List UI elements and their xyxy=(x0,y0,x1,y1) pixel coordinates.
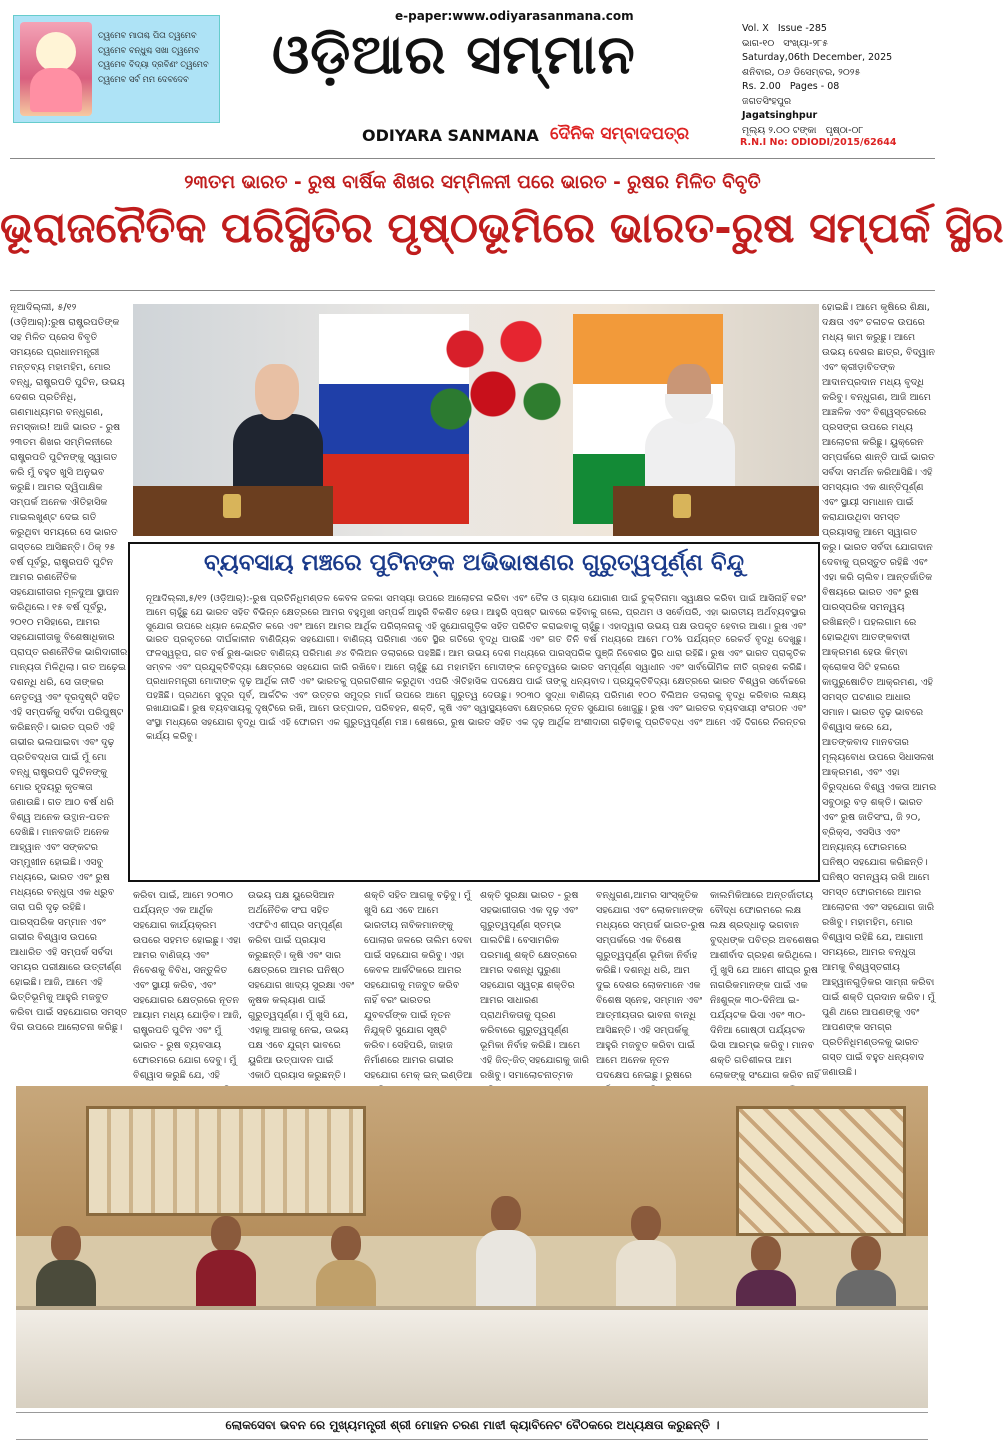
boxed-article-title: ବ୍ୟବସାୟ ମଞ୍ଚରେ ପୁଟିନଙ୍କ ଅଭିଭାଷଣର ଗୁରୁତ୍ୱପୂର୍ଣ୍ଣ ବିନ୍ଦୁ xyxy=(204,550,744,576)
newspaper-logo: ଓଡ଼ିଆର ସମ୍ମାନ xyxy=(272,22,636,86)
prayer-text xyxy=(98,28,218,86)
saint-image xyxy=(20,22,92,116)
newspaper-name-english: ODIYARA SANMANA xyxy=(362,126,539,145)
putin-figure xyxy=(233,364,323,494)
prayer-line: ତ୍ୱମେବ ମାତାଶ୍ଚ ପିତା ତ୍ୱମେବ xyxy=(98,30,197,40)
pages-odia: ପୃଷ୍ଠା-୦୮ xyxy=(825,124,864,136)
photo-caption: ଲୋକସେବା ଭବନ ରେ ମୁଖ୍ୟମନ୍ତ୍ରୀ ଶ୍ରୀ ମୋହନ ଚରଣ ମାଝୀ କ୍ୟାବିନେଟ ବୈଠକରେ ଅଧ୍ୟକ୍ଷତା କରୁଛନ୍ତି । xyxy=(225,1418,720,1432)
newspaper-tagline: ଦୈନିକ ସମ୍ବାଦପତ୍ର xyxy=(550,124,690,144)
rni-number: R.N.I No: ODIODI/2015/62644 xyxy=(740,137,897,148)
article-column: କାଲମିକିଆରେ ଅନ୍ତର୍ଜାତୀୟ ବୌଦ୍ଧ ଫୋରମରେ ଲକ୍ଷ ଲକ୍ଷ ଶ୍ରଦ୍ଧାଳୁ ଭଗବାନ ବୁଦ୍ଧଙ୍କ ପବିତ୍ର ଅବଶେଷର ଆଶୀର୍ବାଦ ଗ୍ରହଣ କରିଥିଲେ। ମୁଁ ଖୁସି ଯେ ଆମେ ଶୀଘ୍ର ରୁଷ ନାଗରିକମାନଙ୍କ ପାଇଁ ଏକ ନିଃଶୁଳ୍କ ୩୦-ଦିନିଆ ଇ-ପର୍ଯ୍ୟଟକ ଭିସା ଏବଂ ୩୦-ଦିନିଆ ଗୋଷ୍ଠୀ ପର୍ଯ୍ୟଟକ ଭିସା ଆରମ୍ଭ କରିବୁ। ମାନବ ଶକ୍ତି ଗତିଶୀଳତା ଆମ ଲୋକଙ୍କୁ ସଂଯୋଗ କରିବ ନାହିଁ xyxy=(710,890,820,1081)
issue-odia: ସଂଖ୍ୟା-୨୮୫ xyxy=(783,37,829,49)
emblem-icon xyxy=(673,494,691,518)
right-column-text: ହୋଇଛି। ଆମେ କୃଷିରେ ଶିକ୍ଷା, ଦକ୍ଷତା ଏବଂ ଚଳାଚଳ ଉପରେ ମଧ୍ୟ କାମ କରୁଛୁ। ଆମେ ଉଭୟ ଦେଶର ଛାତ୍ର, ବିଦ୍ୱାନ ଏବଂ କ୍ରୀଡ଼ାବିତଙ୍କ ଆଦାନପ୍ରଦାନ ମଧ୍ୟ ବୃଦ୍ଧି କରିବୁ। ବନ୍ଧୁଗଣ, ଆଜି ଆମେ ଆଞ୍ଚଳିକ ଏବଂ ବିଶ୍ୱସ୍ତରରେ ପ୍ରସଙ୍ଗ ଉପରେ ମଧ୍ୟ ଆଲୋଚନା କରିଛୁ। ୟୁକ୍ରେନ ସମ୍ପର୍କରେ ଶାନ୍ତି ପାଇଁ ଭାରତ ସର୍ବଦା ସମର୍ଥନ କରିଆସିଛି। ଏହି ସମସ୍ୟାର ଏକ ଶାନ୍ତିପୂର୍ଣ୍ଣ ଏବଂ ସ୍ଥାୟୀ ସମାଧାନ ପାଇଁ କରାଯାଉଥିବା ସମସ୍ତ ପ୍ରୟାସକୁ ଆମେ ସ୍ୱାଗତ କରୁ। ଭାରତ ସର୍ବଦା ଯୋଗଦାନ ଦେବାକୁ ପ୍ରସ୍ତୁତ ରହିଛି ଏବଂ ଏହା କରି ଚାଲିବ। ଆନ୍ତର୍ଜାତିକ ବିଷୟରେ ଭାରତ ଏବଂ ରୁଷ ପାରସ୍ପରିକ ସମନ୍ୱୟ ରଖିଛନ୍ତି। ପହଲଗାମ ରେ ହୋଇଥିବା ଆତଙ୍କବାଦୀ ଆକ୍ରମଣ ହେଉ କିମ୍ବା କ୍ରୋକସ ସିଟି ହଲରେ କାପୁରୁଷୋଚିତ ଆକ୍ରମଣ, ଏହି ସମସ୍ତ ଘଟଣାର ଆଧାର ସମାନ। ଭାରତ ଦୃଢ଼ ଭାବରେ ବିଶ୍ୱାସ କରେ ଯେ, ଆତଙ୍କବାଦ ମାନବତାର ମୂଲ୍ୟବୋଧ ଉପରେ ସିଧାସଳଖ ଆକ୍ରମଣ, ଏବଂ ଏହା ବିରୁଦ୍ଧରେ ବିଶ୍ୱ ଏକତା ଆମର ସବୁଠାରୁ ବଡ଼ ଶକ୍ତି। ଭାରତ ଏବଂ ରୁଷ ଜାତିସଂଘ, ଜି ୨୦, ବ୍ରିକ୍ସ, ଏସସିଓ ଏବଂ ଅନ୍ୟାନ୍ୟ ଫୋରମରେ ଘନିଷ୍ଠ ସହଯୋଗ କରିଛନ୍ତି। ଘନିଷ୍ଠ ସମନ୍ୱୟ ରଖି ଆମେ ସମସ୍ତ ଫୋରମରେ ଆମର ଆଲୋଚନା ଏବଂ ସହଯୋଗ ଜାରି ରଖିବୁ। ମହାମହିମ, ମୋର ବିଶ୍ୱାସ ରହିଛି ଯେ, ଆଗାମୀ ସମୟରେ, ଆମର ବନ୍ଧୁତା ଆମକୁ ବିଶ୍ୱସ୍ତରୀୟ ଆହ୍ୱାନଗୁଡ଼ିକର ସାମ୍ନା କରିବା ପାଇଁ ଶକ୍ତି ପ୍ରଦାନ କରିବ। ମୁଁ ପୁଣି ଥରେ ଆପଣଙ୍କୁ ଏବଂ ଆପଣଙ୍କ ସମଗ୍ର ପ୍ରତିନିଧିମଣ୍ଡଳକୁ ଭାରତ ଗସ୍ତ ପାଇଁ ବହୁତ ଧନ୍ୟବାଦ ଜଣାଉଛି। xyxy=(822,302,937,1078)
date-english: Saturday,06th December, 2025 xyxy=(742,52,893,63)
article-column: ଶକ୍ତି ସୁରକ୍ଷା ଭାରତ - ରୁଷ ସହଭାଗୀତାର ଏକ ଦୃଢ଼ ଏବଂ ଗୁରୁତ୍ୱପୂର୍ଣ୍ଣ ସ୍ତମ୍ଭ ପାଲଟିଛି। ବେସାମରିକ ପରମାଣୁ ଶକ୍ତି କ୍ଷେତ୍ରରେ ଆମର ଦଶନ୍ଧି ପୁରୁଣା ସହଯୋଗ ସ୍ୱଚ୍ଛ ଶକ୍ତିର ଆମର ସାଧାରଣ ପ୍ରାଥମିକତାକୁ ପୂରଣ କରିବାରେ ଗୁରୁତ୍ୱପୂର୍ଣ୍ଣ ଭୂମିକା ନିର୍ବାହ କରିଛି। ଆମେ ଏହି ଜିତ୍-ଜିତ୍ ସହଯୋଗକୁ ଜାରି ରଖିବୁ। ସମାଲୋଚନାତ୍ମକ xyxy=(480,890,590,1081)
lead-kicker: ୨୩ତମ ଭାରତ - ରୁଷ ବାର୍ଷିକ ଶିଖର ସମ୍ମିଳନୀ ପରେ ଭାରତ - ରୁଷର ମିଳିତ ବିବୃତି xyxy=(184,172,761,193)
lead-headline: ଭୂରାଜନୈତିକ ପରିସ୍ଥିତିର ପୃଷ୍ଠଭୂମିରେ ଭାରତ-ରୁଷ ସମ୍ପର୍କ ସ୍ଥିର xyxy=(0,203,1004,252)
wall-artwork xyxy=(736,1106,906,1236)
article-column: କରିବା ପାଇଁ, ଆମେ ୨୦୩୦ ପର୍ଯ୍ୟନ୍ତ ଏକ ଆର୍ଥିକ ସହଯୋଗ କାର୍ଯ୍ୟକ୍ରମ ଉପରେ ସହମତ ହୋଇଛୁ। ଏହା ଆମର ବାଣିଜ୍ୟ ଏବଂ ନିବେଶକୁ ବିବିଧ, ସନ୍ତୁଳିତ ଏବଂ ସ୍ଥାୟୀ କରିବ, ଏବଂ ସହଯୋଗର କ୍ଷେତ୍ରରେ ନୂତନ ଆୟାମ ମଧ୍ୟ ଯୋଡ଼ିବ। ଆଜି, ରାଷ୍ଟ୍ରପତି ପୁଟିନ ଏବଂ ମୁଁ ଭାରତ - ରୁଷ ବ୍ୟବସାୟ ଫୋରମରେ ଯୋଗ ଦେବୁ। ମୁଁ ବିଶ୍ୱାସ କରୁଛି ଯେ, ଏହି xyxy=(133,890,242,1081)
article-column: ଉଭୟ ପକ୍ଷ ୟୁରେସିଆନ ଅର୍ଥନୈତିକ ସଂଘ ସହିତ ଏଫଟିଏ ଶୀଘ୍ର ସମ୍ପୂର୍ଣ୍ଣ କରିବା ପାଇଁ ପ୍ରୟାସ କରୁଛନ୍ତି। କୃଷି ଏବଂ ସାର କ୍ଷେତ୍ରରେ ଆମର ଘନିଷ୍ଠ ସହଯୋଗ ଖାଦ୍ୟ ସୁରକ୍ଷା ଏବଂ କୃଷକ କଲ୍ୟାଣ ପାଇଁ ଗୁରୁତ୍ୱପୂର୍ଣ୍ଣ। ମୁଁ ଖୁସି ଯେ, ଏହାକୁ ଆଗକୁ ନେଇ, ଉଭୟ ପକ୍ଷ ଏବେ ଯୁଗ୍ମ ଭାବରେ ୟୁରିଆ ଉତ୍ପାଦନ ପାଇଁ ଏକାଠି ପ୍ରୟାସ କରୁଛନ୍ତି। xyxy=(248,890,355,1081)
place-odia: ଜଗତସିଂହପୁର xyxy=(742,95,792,107)
boxed-article xyxy=(128,542,820,882)
issue-number: Issue -285 xyxy=(777,23,827,34)
place-english: Jagatsinghpur xyxy=(742,110,818,121)
volume: Vol. X xyxy=(742,23,769,34)
pages: Pages - 08 xyxy=(789,81,840,92)
prayer-line: ତ୍ୱମେବ ସର୍ବ ମମ ଦେବଦେବ xyxy=(98,73,189,84)
modi-figure xyxy=(645,364,735,494)
wall-artwork xyxy=(86,1106,366,1216)
prayer-line: ତ୍ୱମେବ ବନ୍ଧୁଶ୍ଚ ସଖା ତ୍ୱମେବ xyxy=(98,44,200,55)
prayer-line: ତ୍ୱମେବ ବିଦ୍ୟା ଦ୍ରବିଣଂ ତ୍ୱମେବ xyxy=(98,59,209,69)
left-column-text: ନୂଆଦିଲ୍ଲୀ, ୫/୧୨ (ଓଡ଼ିଆର୍):ରୁଷ ରାଷ୍ଟ୍ରପତିଙ୍କ ସହ ମିଳିତ ପ୍ରେସ ବିବୃତି ସମୟରେ ପ୍ରଧାନମନ୍ତ୍ରୀ ମନ୍ତବ୍ୟ ମହାମହିମ, ମୋର ବନ୍ଧୁ, ରାଷ୍ଟ୍ରପତି ପୁଟିନ, ଉଭୟ ଦେଶର ପ୍ରତିନିଧି, ଗଣମାଧ୍ୟମର ବନ୍ଧୁଗଣ, ନମସ୍କାର! ଆଜି ଭାରତ - ରୁଷ ୨୩ତମ ଶିଖର ସମ୍ମିଳନୀରେ ରାଷ୍ଟ୍ରପତି ପୁଟିନଙ୍କୁ ସ୍ୱାଗତ କରି ମୁଁ ବହୁତ ଖୁସି ଅନୁଭବ କରୁଛି। ଆମର ଦ୍ୱିପାକ୍ଷିକ ସମ୍ପର୍କ ଅନେକ ଐତିହାସିକ ମାଇଲଖୁଣ୍ଟ ଦେଇ ଗତି କରୁଥିବା ସମୟରେ ସେ ଭାରତ ଗସ୍ତରେ ଆସିଛନ୍ତି। ଠିକ୍ ୨୫ ବର୍ଷ ପୂର୍ବରୁ, ରାଷ୍ଟ୍ରପତି ପୁଟିନ ଆମର ରଣନୈତିକ ସହଯୋଗୀତାର ମୂଳଦୁଆ ସ୍ଥାପନ କରିଥିଲେ। ୧୫ ବର୍ଷ ପୂର୍ବରୁ, ୨୦୧୦ ମସିହାରେ, ଆମର ସହଯୋଗୀତାକୁ ବିଶେଷାଧିକାର ପ୍ରାପ୍ତ ରଣନୈତିକ ଭାଗିଦାରୀର ମାନ୍ୟତା ମିଳିଥିଲା। ଗତ ଅଢ଼େଇ ଦଶନ୍ଧି ଧରି, ସେ ତାଙ୍କର ନେତୃତ୍ୱ ଏବଂ ଦୂରଦୃଷ୍ଟି ସହିତ ଏହି ସମ୍ପର୍କକୁ ସର୍ବଦା ପରିପୁଷ୍ଟ କରିଛନ୍ତି। ଭାରତ ପ୍ରତି ଏହି ଗଭୀର ଭଲପାଇବା ଏବଂ ଦୃଢ଼ ପ୍ରତିବଦ୍ଧତା ପାଇଁ ମୁଁ ମୋ ବନ୍ଧୁ ରାଷ୍ଟ୍ରପତି ପୁଟିନଙ୍କୁ ମୋର ହୃଦୟରୁ କୃତଜ୍ଞତା ଜଣାଉଛି। ଗତ ଆଠ ବର୍ଷ ଧରି ବିଶ୍ୱ ଅନେକ ଉତ୍ଥାନ-ପତନ ଦେଖିଛି। ମାନବଜାତି ଅନେକ ଆହ୍ୱାନ ଏବଂ ସଙ୍କଟର ସମ୍ମୁଖୀନ ହୋଇଛି। ଏସବୁ ମଧ୍ୟରେ, ଭାରତ ଏବଂ ରୁଷ ମଧ୍ୟରେ ବନ୍ଧୁତା ଏକ ଧ୍ରୁବ ତାରା ପରି ଦୃଢ଼ ରହିଛି। ପାରସ୍ପରିକ ସମ୍ମାନ ଏବଂ ଗଭୀର ବିଶ୍ୱାସ ଉପରେ ଆଧାରିତ ଏହି ସମ୍ପର୍କ ସର୍ବଦା ସମୟର ପରୀକ୍ଷାରେ ଉତ୍ତୀର୍ଣ୍ଣ ହୋଇଛି। ଆଜି, ଆମେ ଏହି ଭିତ୍ତିଭୂମିକୁ ଆହୁରି ମଜବୁତ କରିବା ପାଇଁ ସହଯୋଗର ସମସ୍ତ ଦିଗ ଉପରେ ଆଲୋଚନା କରିଛୁ। xyxy=(10,302,128,1033)
article-column: ବନ୍ଧୁଗଣ,ଆମର ସାଂସ୍କୃତିକ ସହଯୋଗ ଏବଂ ଲୋକମାନଙ୍କ ମଧ୍ୟରେ ସମ୍ପର୍କ ଭାରତ-ରୁଷ ସମ୍ପର୍କରେ ଏକ ବିଶେଷ ଗୁରୁତ୍ୱପୂର୍ଣ୍ଣ ଭୂମିକା ନିର୍ବାହ କରିଛି। ଦଶନ୍ଧି ଧରି, ଆମ ଦୁଇ ଦେଶର ଲୋକମାନେ ଏକ ବିଶେଷ ସ୍ନେହ, ସମ୍ମାନ ଏବଂ ଆତ୍ମୀୟତାର ଭାବନା ବାନ୍ଧି ଆସିଛନ୍ତି। ଏହି ସମ୍ପର୍କକୁ ଆହୁରି ମଜବୁତ କରିବା ପାଇଁ ଆମେ ଅନେକ ନୂତନ ପଦକ୍ଷେପ ନେଇଛୁ। ରୁଷରେ xyxy=(596,890,706,1081)
flower-arrangement xyxy=(423,304,563,454)
date-odia: ଶନିବାର, ୦୬ ଡିସେମ୍ବର, ୨୦୨୫ xyxy=(742,66,861,78)
boxed-article-text: ନୂଆଦିଲ୍ଲୀ,୫/୧୨ (ଓଡ଼ିଆର୍):-ରୁଷ ପ୍ରତିନିଧିମଣ୍ଡଳ କେବଳ ଜଳକା ସମସ୍ୟା ଉପରେ ଆଲୋଚନା କରିବା ଏବଂ ତୈଳ ଓ ଗ୍ୟାସ ଯୋଗାଣ ପାଇଁ ଚୁକ୍ତିନାମା ସ୍ୱାକ୍ଷର କରିବା ପାଇଁ ଆସିନାହିଁ ବରଂ ଆମେ ଚାହୁଁଛୁ ଯେ ଭାରତ ସହିତ ବିଭିନ୍ନ କ୍ଷେତ୍ରରେ ଆମର ବହୁମୁଖୀ ସମ୍ପର୍କ ଆହୁରି ବିକଶିତ ହେଉ। ଆହୁରି ସ୍ପଷ୍ଟ ଭାବରେ କହିବାକୁ ଗଲେ, ପ୍ରଥମ ଓ ସର୍ବୋପରି, ଏହା ଭାରତୀୟ ଅର୍ଥବ୍ୟବସ୍ଥାର ସୁଯୋଗ ଉପରେ ଧ୍ୟାନ କେନ୍ଦ୍ରିତ କରେ ଏବଂ ଆମେ ଆମର ଆର୍ଥିକ ପରିଚାଳନାକୁ ଏହି ସୁଯୋଗଗୁଡ଼ିକ ସହିତ ପରିଚିତ କରାଇବାକୁ ଚାହୁଁଛୁ। ଏହାଦ୍ୱାରା ଉଭୟ ପକ୍ଷ ଉପକୃତ ହେବାର ଆଶା। ରୁଷ ଏବଂ ଭାରତ ପ୍ରକୃତରେ ଦୀର୍ଘକାଳୀନ ବାଣିଜ୍ୟିକ ସହଯୋଗୀ। ବାଣିଜ୍ୟ ପରିମାଣ ଏବେ ସ୍ଥିର ଗତିରେ ବୃଦ୍ଧି ପାଉଛି ଏବଂ ଗତ ତିନି ବର୍ଷ ମଧ୍ୟରେ ଆମେ ୮୦% ପର୍ଯ୍ୟନ୍ତ ରେକର୍ଡ ବୃଦ୍ଧି ଦେଖୁଛୁ। ଫଳସ୍ୱରୂପ, ଗତ ବର୍ଷ ରୁଷ-ଭାରତ ବାଣିଜ୍ୟ ପରିମାଣ ୬୪ ବିଲିଅନ ଡଲାରରେ ପହଞ୍ଚିଛି। ଆମ ଉଭୟ ଦେଶ ମଧ୍ୟରେ ପାରସ୍ପରିକ ପୁଞ୍ଜି ନିବେଶର ସ୍ଥିର ଧାରା ରହିଛି। ରୁଷ ଏବଂ ଭାରତ ପ୍ରାକୃତିକ ସମ୍ବଳ ଏବଂ ପ୍ରଯୁକ୍ତିବିଦ୍ୟା କ୍ଷେତ୍ରରେ ସହଯୋଗ ଜାରି ରଖିବେ। ଆମେ ଚାହୁଁଛୁ ଯେ ମହାମହିମ ମୋଦୀଙ୍କ ନେତୃତ୍ୱରେ ଭାରତ ସମ୍ପୂର୍ଣ୍ଣ ସ୍ୱାଧୀନ ଏବଂ ସାର୍ବଭୌମିକ ନୀତି ଗ୍ରହଣ କରିଛି। ପ୍ରଧାନମନ୍ତ୍ରୀ ମୋଦୀଙ୍କ ଦୃଢ଼ ଆର୍ଥିକ ନୀତି ଏବଂ ଭାରତକୁ ପ୍ରଗତିଶୀଳ କରୁଥିବା ଏପରି ଐତିହାସିକ ପଦକ୍ଷେପ ପାଇଁ ତାଙ୍କୁ ଧନ୍ୟବାଦ। ପ୍ରଯୁକ୍ତିବିଦ୍ୟା କ୍ଷେତ୍ରରେ ଭାରତ ବିଶ୍ୱର ସର୍ବୋଚ୍ଚରେ ପହଞ୍ଚିଛି। ପ୍ରଥମେ ସୁଦୂର ପୂର୍ବ, ଆର୍କଟିକ ଏବଂ ଉତ୍ତର ସମୁଦ୍ର ମାର୍ଗ ଉପରେ ଆମେ ଗୁରୁତ୍ୱ ଦେଉଛୁ। ୨୦୩୦ ସୁଦ୍ଧା ବାଣିଜ୍ୟ ପରିମାଣ ୧୦୦ ବିଲିଅନ ଡଲାରକୁ ବୃଦ୍ଧି କରିବାର ଲକ୍ଷ୍ୟ ରଖାଯାଇଛି। ରୁଷ ବ୍ୟବସାୟକୁ ଦୃଷ୍ଟିରେ ରଖି, ଆମେ ଉତ୍ପାଦନ, ପରିବହନ, ଶକ୍ତି, କୃଷି ଏବଂ ସ୍ୱାସ୍ଥ୍ୟସେବା କ୍ଷେତ୍ରରେ ନୂତନ ସୁଯୋଗ ଖୋଜୁଛୁ। ରୁଷ ଏବଂ ଭାରତର ବ୍ୟବସାୟୀ ସଂଗଠନ ଏବଂ ସଂସ୍ଥା ମଧ୍ୟରେ ସହଯୋଗ ବୃଦ୍ଧି ପାଇଁ ଏହି ଫୋରମ ଏକ ଗୁରୁତ୍ୱପୂର୍ଣ୍ଣ ମଞ୍ଚ। ଶେଷରେ, ରୁଷ ଭାରତ ସହିତ ଏକ ଦୃଢ଼ ଆର୍ଥିକ ଅଂଶୀଦାରୀ ଗଢ଼ିବାକୁ ପ୍ରତିବଦ୍ଧ ଏବଂ ଆମେ ଏହି ଦିଗରେ ନିରନ୍ତର କାର୍ଯ୍ୟ କରିବୁ। xyxy=(146,593,806,742)
article-column: ଶକ୍ତି ସହିତ ଆଗକୁ ବଢ଼ିବୁ। ମୁଁ ଖୁସି ଯେ ଏବେ ଆମେ ଭାରତୀୟ ନାବିକମାନଙ୍କୁ ପୋଲାର ଜଳରେ ତାଲିମ ଦେବା ପାଇଁ ସହଯୋଗ କରିବୁ। ଏହା କେବଳ ଆର୍କଟିକରେ ଆମର ସହଯୋଗକୁ ମଜବୁତ କରିବ ନାହିଁ ବରଂ ଭାରତର ଯୁବବର୍ଗଙ୍କ ପାଇଁ ନୂତନ ନିଯୁକ୍ତି ସୁଯୋଗ ସୃଷ୍ଟି କରିବ। ସେହିପରି, ଜାହାଜ ନିର୍ମାଣରେ ଆମର ଗଭୀର ସହଯୋଗ ମେକ୍ ଇନ୍ ଇଣ୍ଡିଆ xyxy=(364,890,473,1081)
masthead xyxy=(0,0,945,160)
volume-odia: ଭାଗ-୧୦ xyxy=(742,37,775,49)
podium xyxy=(613,486,819,536)
emblem-icon xyxy=(223,494,241,518)
cabinet-meeting-photo xyxy=(16,1086,928,1408)
conference-table xyxy=(16,1306,928,1408)
prayer-box xyxy=(13,15,220,123)
price-odia: ମୂଲ୍ୟ ୨.୦୦ ଟଙ୍କା xyxy=(742,124,817,136)
price: Rs. 2.00 xyxy=(742,81,781,92)
divider xyxy=(10,158,935,159)
divider xyxy=(10,290,935,291)
putin-modi-photo xyxy=(133,304,819,536)
issue-info xyxy=(742,22,942,138)
epaper-link[interactable]: e-paper:www.odiyarasanmana.com xyxy=(395,9,634,23)
